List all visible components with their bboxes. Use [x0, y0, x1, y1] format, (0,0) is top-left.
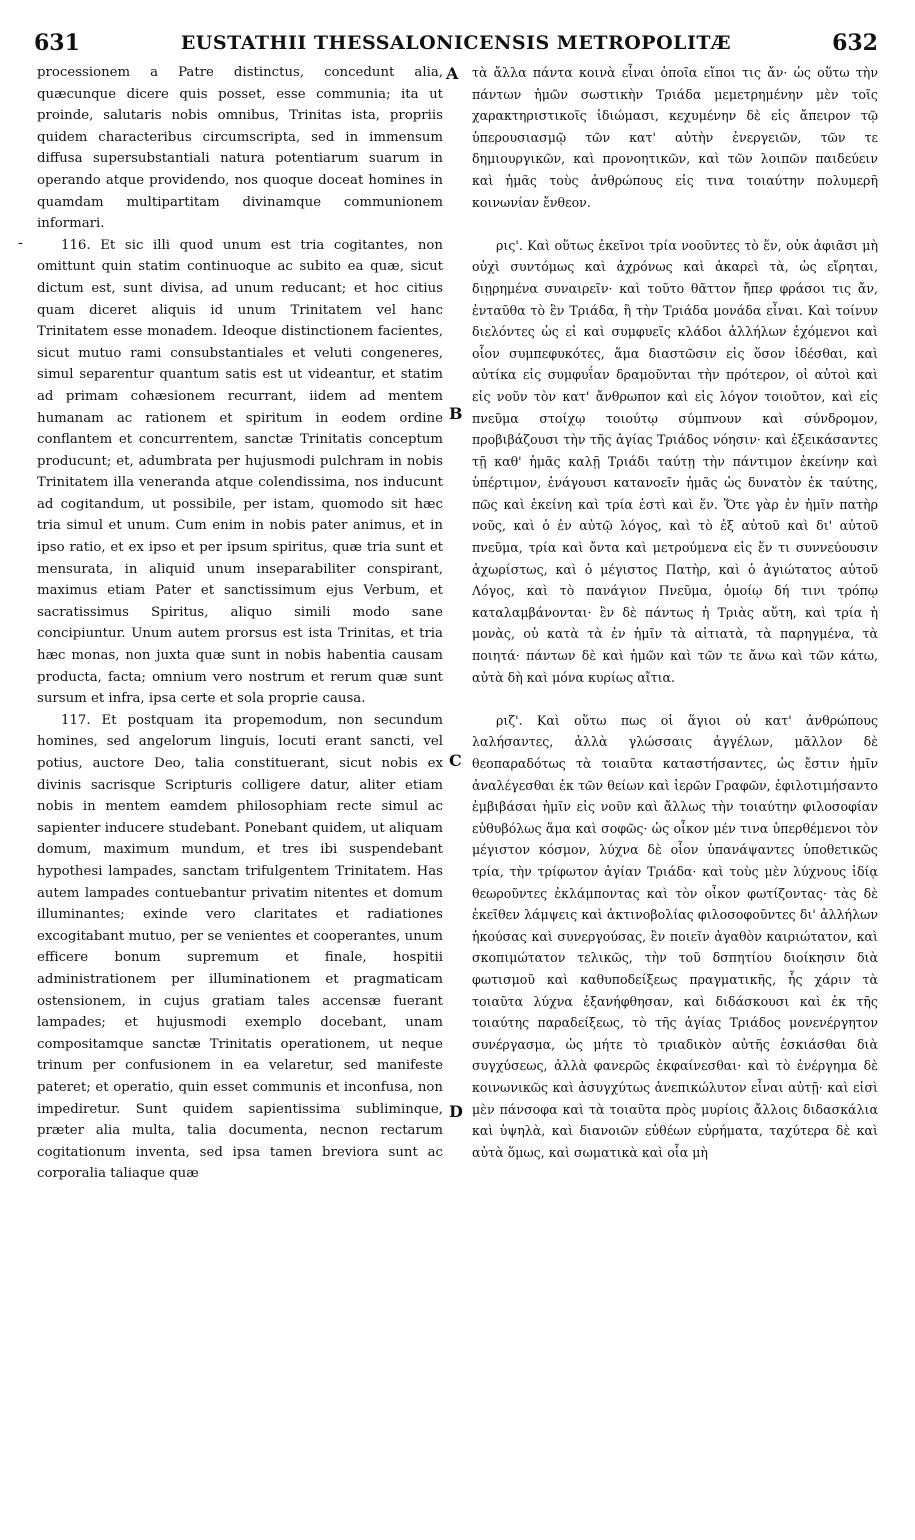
greek-paragraph: τὰ ἄλλα πάντα κοινὰ εἶναι ὁποῖα εἴποι τις ἄν· ὡς οὕτω τὴν πάντων ἡμῶν σωστικὴν Τριάδα μεμετρημένην μὲν τοῖς χαρακτηριστικοῖς ἰδιώμασι, κεχυμένην δὲ εἰς ἄπειρον τῷ ὑπερουσιασμῷ τῶν κατ' αὐτὴν ἐνεργειῶν, τῶν τε δημιουργικῶν, καὶ προνοητικῶν, καὶ τῶν λοιπῶν παιδεύειν καὶ ἡμᾶς τοὺς ἀνθρώπους εἰς τινα τοιαύτην πολυμερῆ κοινωνίαν ἔνθεον.: [472, 65, 878, 210]
margin-dash: -: [18, 235, 23, 251]
page-number-left: 631: [34, 30, 80, 56]
margin-marker-a: A: [446, 64, 459, 83]
margin-marker-b: B: [449, 404, 463, 423]
latin-column: [37, 62, 443, 1185]
margin-marker-d: D: [449, 1102, 463, 1121]
running-title: EUSTATHII THESSALONICENSIS METROPOLITÆ: [180, 32, 732, 54]
greek-paragraph-116: ρις'. Καὶ οὕτως ἐκεῖνοι τρία νοοῦντες τὸ ἕν, οὐκ ἀφιᾶσι μὴ οὐχὶ συντόμως καὶ ἀχρόνως καὶ ἀκαρεὶ τὰ, ὡς εἴρηται, διῃρημένα συναιρεῖν· καὶ τοῦτο θᾶττον ἤπερ φράσοι τις ἄν, ἐνταῦθα τὸ ἓν Τριάδα, ἢ τὴν Τριάδα μονάδα εἶναι. Καὶ τοίνυν διελόντες ὡς εἰ καὶ συμφυεῖς κλάδοι ἀλλήλων ἐχόμενοι καὶ οἷον συμπεφυκότες, ἅμα διαστῶσιν εἰς ὅσον ἰδέσθαι, καὶ αὐτίκα εἰς συμφυΐαν δραμοῦνται τὴν πρότερον, οἱ αὐτοὶ καὶ εἰς νοῦν τὸν κατ' ἄνθρωπον καὶ εἰς λόγον τοιοῦτον, καὶ εἰς πνεῦμα στοίχῳ τοιούτῳ σύμπνουν καὶ σύνδρομον, προβιβάζουσι τὴν τῆς ἁγίας Τριάδος νόησιν· καὶ ἐξεικάσαντες τῇ καθ' ἡμᾶς καλῇ Τριάδι ταύτῃ τὴν πάντιμον ἐκείνην καὶ ὑπέρτιμον, ἐνάγουσι κατανοεῖν ἡμᾶς ὡς δυνατὸν ἐκ ταύτης, πῶς καὶ ἐκείνη καὶ τρία ἐστὶ καὶ ἕν. Ὅτε γὰρ ἐν ἡμῖν πατὴρ νοῦς, καὶ ὁ ἐν αὐτῷ λόγος, καὶ τὸ ἐξ αὐτοῦ καὶ δι' αὐτοῦ πνεῦμα, τρία καὶ ὄντα καὶ μετρούμενα εἰς ἕν τι συννεύουσιν ἀχωρίστως, καὶ ὁ μέγιστος Πατὴρ, καὶ ὁ ἁγιώτατος αὐτοῦ Λόγος, καὶ τὸ πανάγιον Πνεῦμα, ὁμοίῳ δή τινι τρόπῳ καταλαμβάνονται· ἓν δὲ πάντως ἡ Τριὰς αὕτη, καὶ τρία ἡ μονὰς, οὐ κατὰ τὰ ἐν ἡμῖν τὰ αἰτιατὰ, τὰ παρηγμένα, τὰ ποιητά· πάντων δὲ καὶ ἡμῶν καὶ τῶν τε ἄνω καὶ τῶν κάτω, αὐτὰ δὴ καὶ μόνα κυρίως αἴτια.: [472, 237, 878, 685]
page-number-right: 632: [832, 30, 878, 56]
latin-paragraph: processionem a Patre distinctus, concedunt alia, quæcunque dicere quis posset, esse communia; ita ut proinde, salutaris nobis omnibus, Trinitas ista, propriis quidem characteribus circumscripta, sed in immensum diffusa supersubstantiali natura potentiarum suarum in operando atque providendo, nos quoque doceat homines in quamdam multipartitam divinamque communionem informari.: [37, 65, 443, 232]
page-header: [34, 30, 878, 56]
margin-marker-c: C: [449, 751, 462, 770]
latin-paragraph-116: 116. Et sic illi quod unum est tria cogitantes, non omittunt quin statim continuoque ac subito ea quæ, sicut dictum est, sunt divisa, ad unum reducant; et hoc citius quam diceret aliquis id unum Trinitatem vel hanc Trinitatem esse monadem. Ideoque distinctionem facientes, sicut mutuo rami consubstantiales et veluti congeneres, simul separentur quantum satis est ut videantur, et statim ad primam cohæsionem recurrant, iidem ad mentem humanam ac rationem et spiritum in eodem ordine conflantem et concurrentem, sanctæ Trinitatis conceptum producunt; et, adumbrata per hujusmodi pulchram in nobis Trinitatem illa veneranda atque colendissima, nos inducunt ad cogitandum, ut possibile, per istam, quomodo sit hæc tria simul et unum. Cum enim in nobis pater animus, et in ipso ratio, et ex ipso et per ipsum spiritus, quæ tria sunt et mensurata, in aliquid unum inseparabiliter conspirant, maximus etiam Pater et sanctissimum ejus Verbum, et sacratissimus Spiritus, aliquo simili modo sane concipiuntur. Unum autem prorsus est ista Trinitas, et tria hæc monas, non juxta quæ sunt in nobis habentia causam producta, facta; omnium vero nostrum et rerum quæ sunt sursum et infra, ipsa certe et sola proprie causa.: [37, 237, 443, 707]
greek-column: [472, 62, 878, 1163]
latin-paragraph-117: 117. Et postquam ita propemodum, non secundum homines, sed angelorum linguis, locuti erant sancti, vel potius, auctore Deo, talia constituerant, sicut nobis ex divinis sacrisque Scripturis colligere datur, aliter etiam nobis in mentem eamdem philosophiam recte simul ac sapienter inducere studebant. Ponebant quidem, ut aliquam domum, maximum mundum, et tres ibi suspendebant hypothesi lampades, sanctam trifulgentem Trinitatem. Has autem lampades contuebantur privatim nitentes et domum illuminantes; exinde vero claritates et radiationes excogitabant mutuo, per se venientes et cooperantes, unum efficere bonum supremum et finale, hospitii administrationem per illuminationem et pragmaticam ostensionem, in cujus gratiam tales accensæ fuerant lampades; et hujusmodi exemplo docebant, unam compositamque sanctæ Trinitatis operationem, ut neque trinum per confusionem in ea velaretur, sed manifeste pateret; et operatio, quin esset communis et inconfusa, non impediretur. Sunt quidem sapientissima subliminque, præter alia multa, talia documenta, necnon rectarum cogitationum inventa, sed ipsa tamen breviora sunt ac corporalia taliaque quæ: [37, 712, 443, 1182]
greek-paragraph-117: ριζ'. Καὶ οὕτω πως οἱ ἅγιοι οὐ κατ' ἀνθρώπους λαλήσαντες, ἀλλὰ γλώσσαις ἀγγέλων, μᾶλλον δὲ θεοπαραδότως τὰ τοιαῦτα καταστήσαντες, ὡς ἔστιν ἡμῖν ἀναλέγεσθαι ἐκ τῶν θείων καὶ ἱερῶν Γραφῶν, ἐφιλοτιμήσαντο ἐμβιβάσαι ἡμῖν εἰς νοῦν καὶ ἄλλως τὴν τοιαύτην φιλοσοφίαν εὐθυβόλως ἅμα καὶ σοφῶς· ὡς οἶκον μέν τινα ὑπερθέμενοι τὸν μέγιστον κόσμον, λύχνα δὲ οἷον ὑπανάψαντες ὑποθετικῶς τρία, τὴν τρίφωτον ἁγίαν Τριάδα· καὶ τοὺς μὲν λύχνους ἰδίᾳ θεωροῦντες ἐκλάμποντας καὶ τὸν οἶκον φωτίζοντας· τὰς δὲ ἐκεῖθεν λάμψεις καὶ ἀκτινοβολίας φιλοσοφοῦντες δι' ἀλλήλων ἡκούσας καὶ συνεργούσας, ἓν ποιεῖν ἀγαθὸν καιριώτατον, καὶ σκοπιμώτατον τελικῶς, τὴν τοῦ δσπητίου διοίκησιν διὰ φωτισμοῦ καὶ καθυποδείξεως πραγματικῆς, ἧς χάριν τὰ τοιαῦτα λύχνα ἐξανήφθησαν, καὶ διδάσκουσι καὶ ἐκ τῆς τοιαύτης παραδείξεως, τὸ τῆς ἁγίας Τριάδος μονενέργητον συνέργασμα, ὡς μήτε τὸ τριαδικὸν αὐτῆς ἐσκιάσθαι διὰ συγχύσεως, ἀλλὰ φανερῶς ἐκφαίνεσθαι· καὶ τὸ ἐνέργημα δὲ κοινωνικῶς καὶ ἀσυγχύτως ἀνεπικώλυτον εἶναι αὐτῇ· καὶ εἰσὶ μὲν πάνσοφα καὶ τὰ τοιαῦτα πρὸς μυρίοις ἄλλοις διδασκάλια καὶ ὑψηλὰ, καὶ διανοιῶν εὐθέων εὑρήματα, ταχύτερα δὲ καὶ αὐτὰ ὅμως, καὶ σωματικὰ καὶ οἷα μὴ: [472, 712, 878, 1160]
